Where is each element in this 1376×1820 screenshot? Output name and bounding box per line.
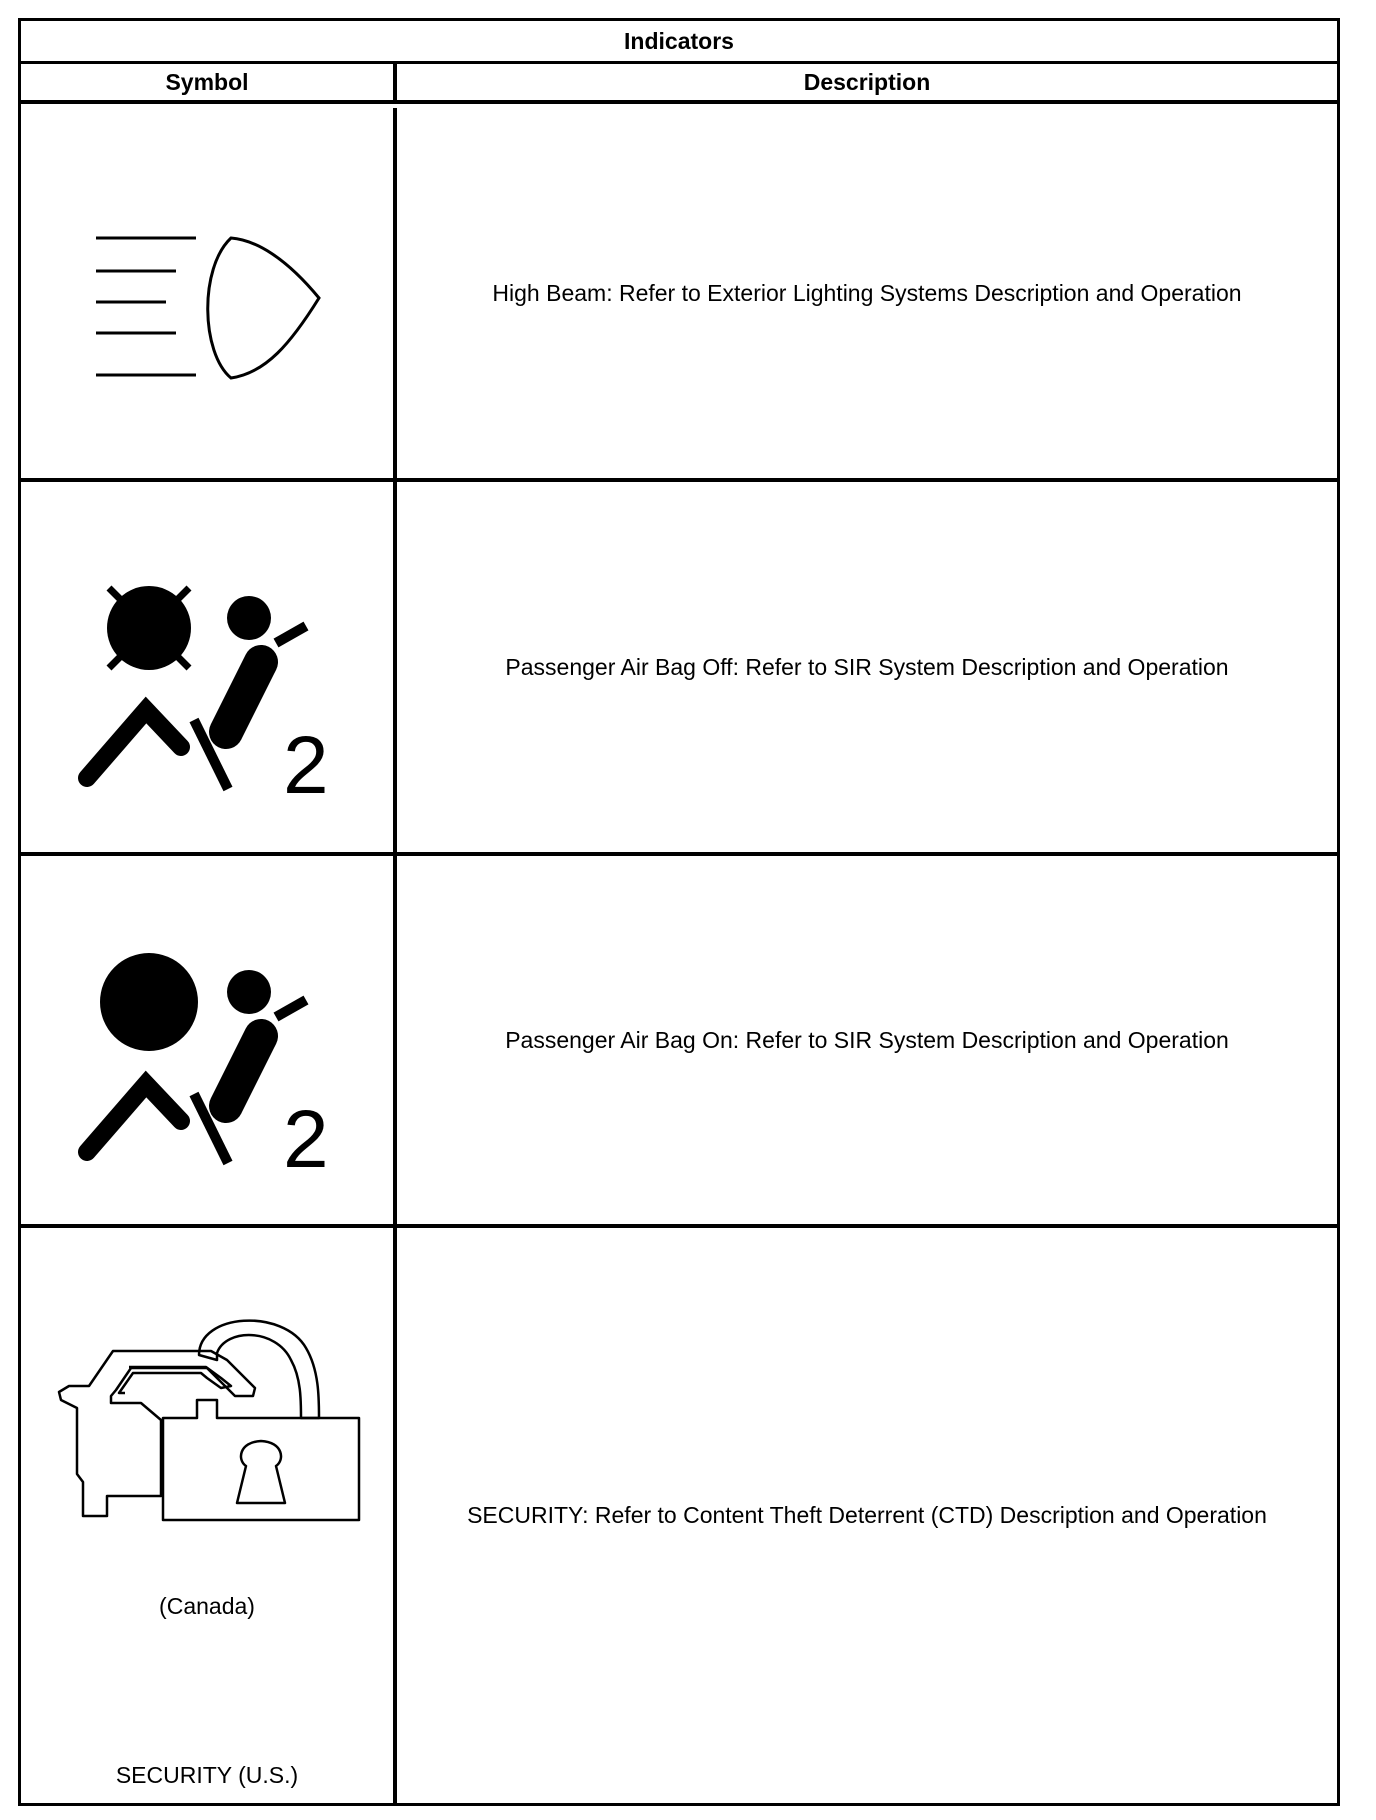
symbol-cell bbox=[21, 856, 397, 1224]
table-row bbox=[21, 108, 1337, 482]
symbol-cell bbox=[21, 1228, 397, 1803]
description-cell: SECURITY: Refer to Content Theft Deterrent (CTD) Description and Operation bbox=[467, 1502, 1267, 1528]
table-row bbox=[21, 1228, 1337, 1803]
indicators-table bbox=[18, 18, 1340, 1806]
table-row bbox=[21, 482, 1337, 856]
symbol-cell bbox=[21, 482, 397, 852]
airbag-seat-number: 2 bbox=[283, 1094, 329, 1185]
table-row bbox=[21, 856, 1337, 1228]
table-header-row bbox=[21, 64, 1337, 104]
description-cell: High Beam: Refer to Exterior Lighting Systems Description and Operation bbox=[492, 279, 1242, 306]
symbol-caption-canada: (Canada) bbox=[159, 1593, 255, 1619]
symbol-caption-security-us: SECURITY (U.S.) bbox=[115, 1762, 299, 1788]
table-title: Indicators bbox=[21, 21, 1337, 64]
header-description: Description bbox=[803, 68, 931, 95]
passenger-airbag-on-icon bbox=[21, 856, 397, 1224]
passenger-airbag-off-icon bbox=[21, 482, 397, 852]
description-cell: Passenger Air Bag On: Refer to SIR System Description and Operation bbox=[505, 1026, 1229, 1053]
description-cell: Passenger Air Bag Off: Refer to SIR System Description and Operation bbox=[505, 653, 1229, 680]
high-beam-icon bbox=[21, 108, 397, 478]
airbag-seat-number: 2 bbox=[283, 720, 329, 811]
security-lock-icon bbox=[21, 1228, 397, 1548]
symbol-cell bbox=[21, 108, 397, 478]
header-symbol: Symbol bbox=[21, 64, 397, 100]
